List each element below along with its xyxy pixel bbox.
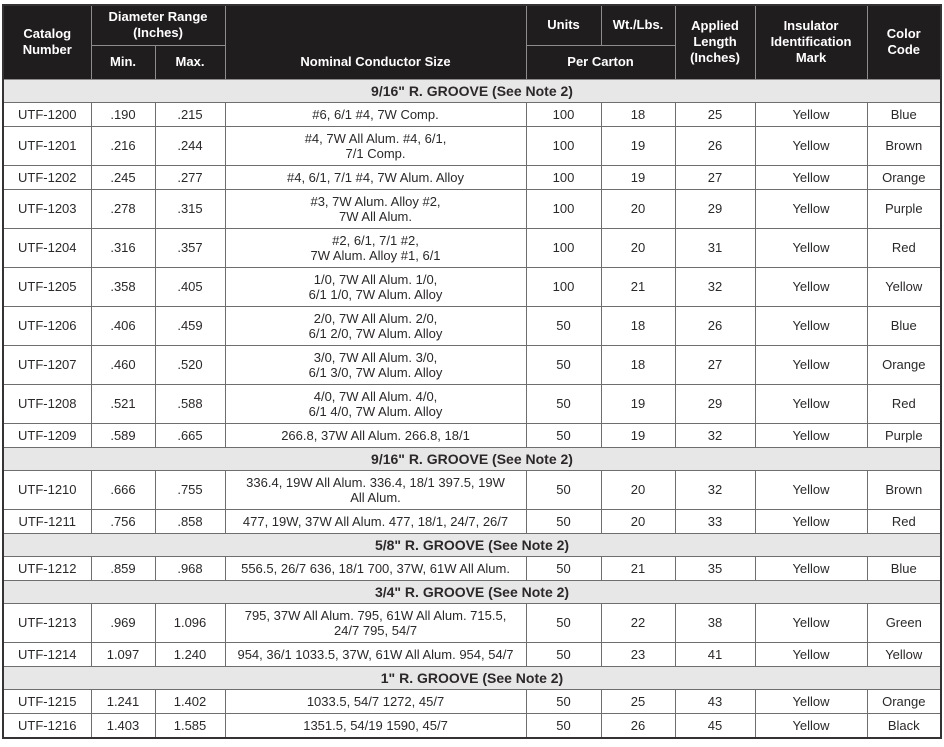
catalog-number-cell: UTF-1211: [3, 509, 91, 533]
color-code-cell: Purple: [867, 423, 941, 447]
header-diameter-range: Diameter Range (Inches): [91, 5, 225, 45]
applied-length-cell: 32: [675, 267, 755, 306]
header-nominal-conductor-size: Nominal Conductor Size: [225, 5, 526, 79]
applied-length-cell: 41: [675, 642, 755, 666]
header-applied-length: Applied Length (Inches): [675, 5, 755, 79]
section-header-row: [3, 666, 941, 689]
min-diameter-cell: .190: [91, 102, 155, 126]
conductor-size-cell: #3, 7W Alum. Alloy #2, 7W All Alum.: [225, 189, 526, 228]
insulator-mark-cell: Yellow: [755, 228, 867, 267]
color-code-cell: Blue: [867, 306, 941, 345]
units-per-carton-cell: 50: [526, 470, 601, 509]
section-title: 1" R. GROOVE (See Note 2): [3, 666, 941, 689]
catalog-number-cell: UTF-1207: [3, 345, 91, 384]
insulator-mark-cell: Yellow: [755, 603, 867, 642]
applied-length-cell: 27: [675, 165, 755, 189]
table-row: [3, 713, 941, 738]
applied-length-cell: 33: [675, 509, 755, 533]
header-color-code: Color Code: [867, 5, 941, 79]
insulator-mark-cell: Yellow: [755, 345, 867, 384]
applied-length-cell: 45: [675, 713, 755, 738]
color-code-cell: Orange: [867, 345, 941, 384]
conductor-size-cell: 1/0, 7W All Alum. 1/0, 6/1 1/0, 7W Alum. Alloy: [225, 267, 526, 306]
units-per-carton-cell: 50: [526, 509, 601, 533]
color-code-cell: Green: [867, 603, 941, 642]
applied-length-cell: 27: [675, 345, 755, 384]
color-code-cell: Black: [867, 713, 941, 738]
min-diameter-cell: 1.241: [91, 689, 155, 713]
max-diameter-cell: .357: [155, 228, 225, 267]
catalog-number-cell: UTF-1215: [3, 689, 91, 713]
min-diameter-cell: .316: [91, 228, 155, 267]
catalog-number-cell: UTF-1200: [3, 102, 91, 126]
weight-per-carton-cell: 23: [601, 642, 675, 666]
min-diameter-cell: .358: [91, 267, 155, 306]
min-diameter-cell: 1.097: [91, 642, 155, 666]
table-row: [3, 642, 941, 666]
weight-per-carton-cell: 20: [601, 509, 675, 533]
applied-length-cell: 38: [675, 603, 755, 642]
max-diameter-cell: .315: [155, 189, 225, 228]
catalog-number-cell: UTF-1204: [3, 228, 91, 267]
insulator-mark-cell: Yellow: [755, 509, 867, 533]
color-code-cell: Red: [867, 384, 941, 423]
applied-length-cell: 25: [675, 102, 755, 126]
conductor-size-cell: 3/0, 7W All Alum. 3/0, 6/1 3/0, 7W Alum. Alloy: [225, 345, 526, 384]
table-row: [3, 345, 941, 384]
max-diameter-cell: .459: [155, 306, 225, 345]
color-code-cell: Red: [867, 228, 941, 267]
section-title: 3/4" R. GROOVE (See Note 2): [3, 580, 941, 603]
conductor-size-cell: 1351.5, 54/19 1590, 45/7: [225, 713, 526, 738]
conductor-size-cell: 336.4, 19W All Alum. 336.4, 18/1 397.5, 19W All Alum.: [225, 470, 526, 509]
units-per-carton-cell: 50: [526, 556, 601, 580]
min-diameter-cell: .406: [91, 306, 155, 345]
applied-length-cell: 26: [675, 306, 755, 345]
conductor-size-cell: #6, 6/1 #4, 7W Comp.: [225, 102, 526, 126]
header-units: Units: [526, 5, 601, 45]
table-row: [3, 126, 941, 165]
applied-length-cell: 43: [675, 689, 755, 713]
conductor-size-cell: 266.8, 37W All Alum. 266.8, 18/1: [225, 423, 526, 447]
insulator-mark-cell: Yellow: [755, 689, 867, 713]
catalog-number-cell: UTF-1208: [3, 384, 91, 423]
table-row: [3, 423, 941, 447]
weight-per-carton-cell: 22: [601, 603, 675, 642]
weight-per-carton-cell: 20: [601, 228, 675, 267]
table-row: [3, 689, 941, 713]
conductor-size-cell: 477, 19W, 37W All Alum. 477, 18/1, 24/7, 26/7: [225, 509, 526, 533]
section-title: 5/8" R. GROOVE (See Note 2): [3, 533, 941, 556]
catalog-number-cell: UTF-1203: [3, 189, 91, 228]
min-diameter-cell: .278: [91, 189, 155, 228]
units-per-carton-cell: 100: [526, 267, 601, 306]
weight-per-carton-cell: 21: [601, 267, 675, 306]
catalog-number-cell: UTF-1206: [3, 306, 91, 345]
color-code-cell: Brown: [867, 470, 941, 509]
color-code-cell: Purple: [867, 189, 941, 228]
color-code-cell: Orange: [867, 689, 941, 713]
weight-per-carton-cell: 19: [601, 423, 675, 447]
max-diameter-cell: .588: [155, 384, 225, 423]
min-diameter-cell: .460: [91, 345, 155, 384]
units-per-carton-cell: 100: [526, 102, 601, 126]
units-per-carton-cell: 100: [526, 189, 601, 228]
header-per-carton: Per Carton: [526, 45, 675, 79]
catalog-number-cell: UTF-1212: [3, 556, 91, 580]
min-diameter-cell: .756: [91, 509, 155, 533]
section-header-row: [3, 447, 941, 470]
conductor-size-cell: 556.5, 26/7 636, 18/1 700, 37W, 61W All Alum.: [225, 556, 526, 580]
min-diameter-cell: .859: [91, 556, 155, 580]
max-diameter-cell: .244: [155, 126, 225, 165]
weight-per-carton-cell: 19: [601, 165, 675, 189]
table-row: [3, 306, 941, 345]
table-row: [3, 228, 941, 267]
table-row: [3, 189, 941, 228]
max-diameter-cell: 1.402: [155, 689, 225, 713]
max-diameter-cell: 1.585: [155, 713, 225, 738]
color-code-cell: Red: [867, 509, 941, 533]
weight-per-carton-cell: 19: [601, 126, 675, 165]
max-diameter-cell: .755: [155, 470, 225, 509]
max-diameter-cell: .858: [155, 509, 225, 533]
color-code-cell: Yellow: [867, 267, 941, 306]
color-code-cell: Blue: [867, 556, 941, 580]
insulator-mark-cell: Yellow: [755, 306, 867, 345]
section-header-row: [3, 79, 941, 102]
catalog-number-cell: UTF-1209: [3, 423, 91, 447]
min-diameter-cell: 1.403: [91, 713, 155, 738]
weight-per-carton-cell: 18: [601, 345, 675, 384]
insulator-mark-cell: Yellow: [755, 556, 867, 580]
insulator-mark-cell: Yellow: [755, 267, 867, 306]
weight-per-carton-cell: 26: [601, 713, 675, 738]
table-row: [3, 267, 941, 306]
table-row: [3, 384, 941, 423]
insulator-mark-cell: Yellow: [755, 642, 867, 666]
header-insulator-identification-mark: Insulator Identification Mark: [755, 5, 867, 79]
conductor-size-cell: 1033.5, 54/7 1272, 45/7: [225, 689, 526, 713]
catalog-number-cell: UTF-1201: [3, 126, 91, 165]
min-diameter-cell: .216: [91, 126, 155, 165]
units-per-carton-cell: 100: [526, 228, 601, 267]
section-title: 9/16" R. GROOVE (See Note 2): [3, 79, 941, 102]
min-diameter-cell: .245: [91, 165, 155, 189]
conductor-size-cell: 795, 37W All Alum. 795, 61W All Alum. 715.5, 24/7 795, 54/7: [225, 603, 526, 642]
header-wt-lbs: Wt./Lbs.: [601, 5, 675, 45]
units-per-carton-cell: 50: [526, 713, 601, 738]
applied-length-cell: 29: [675, 384, 755, 423]
weight-per-carton-cell: 25: [601, 689, 675, 713]
table-row: [3, 509, 941, 533]
weight-per-carton-cell: 19: [601, 384, 675, 423]
max-diameter-cell: .968: [155, 556, 225, 580]
applied-length-cell: 32: [675, 470, 755, 509]
units-per-carton-cell: 50: [526, 603, 601, 642]
weight-per-carton-cell: 18: [601, 306, 675, 345]
table-row: [3, 556, 941, 580]
applied-length-cell: 32: [675, 423, 755, 447]
color-code-cell: Orange: [867, 165, 941, 189]
units-per-carton-cell: 50: [526, 345, 601, 384]
table-row: [3, 102, 941, 126]
min-diameter-cell: .666: [91, 470, 155, 509]
table-row: [3, 165, 941, 189]
units-per-carton-cell: 50: [526, 384, 601, 423]
units-per-carton-cell: 100: [526, 126, 601, 165]
table-row: [3, 470, 941, 509]
color-code-cell: Yellow: [867, 642, 941, 666]
applied-length-cell: 31: [675, 228, 755, 267]
catalog-number-cell: UTF-1214: [3, 642, 91, 666]
insulator-mark-cell: Yellow: [755, 384, 867, 423]
header-catalog-number: Catalog Number: [3, 5, 91, 79]
applied-length-cell: 35: [675, 556, 755, 580]
applied-length-cell: 26: [675, 126, 755, 165]
weight-per-carton-cell: 20: [601, 470, 675, 509]
catalog-number-cell: UTF-1216: [3, 713, 91, 738]
insulator-mark-cell: Yellow: [755, 713, 867, 738]
max-diameter-cell: .405: [155, 267, 225, 306]
catalog-number-cell: UTF-1210: [3, 470, 91, 509]
insulator-mark-cell: Yellow: [755, 470, 867, 509]
conductor-size-cell: #4, 6/1, 7/1 #4, 7W Alum. Alloy: [225, 165, 526, 189]
header-max: Max.: [155, 45, 225, 79]
conductor-size-cell: 4/0, 7W All Alum. 4/0, 6/1 4/0, 7W Alum. Alloy: [225, 384, 526, 423]
conductor-size-cell: #4, 7W All Alum. #4, 6/1, 7/1 Comp.: [225, 126, 526, 165]
section-header-row: [3, 533, 941, 556]
min-diameter-cell: .521: [91, 384, 155, 423]
units-per-carton-cell: 50: [526, 306, 601, 345]
min-diameter-cell: .969: [91, 603, 155, 642]
insulator-mark-cell: Yellow: [755, 189, 867, 228]
conductor-size-cell: 954, 36/1 1033.5, 37W, 61W All Alum. 954, 54/7: [225, 642, 526, 666]
weight-per-carton-cell: 20: [601, 189, 675, 228]
max-diameter-cell: .665: [155, 423, 225, 447]
conductor-size-cell: #2, 6/1, 7/1 #2, 7W Alum. Alloy #1, 6/1: [225, 228, 526, 267]
max-diameter-cell: .520: [155, 345, 225, 384]
table-header: [3, 5, 941, 79]
header-min: Min.: [91, 45, 155, 79]
units-per-carton-cell: 50: [526, 642, 601, 666]
units-per-carton-cell: 50: [526, 423, 601, 447]
max-diameter-cell: .215: [155, 102, 225, 126]
insulator-mark-cell: Yellow: [755, 165, 867, 189]
max-diameter-cell: 1.240: [155, 642, 225, 666]
insulator-mark-cell: Yellow: [755, 102, 867, 126]
max-diameter-cell: .277: [155, 165, 225, 189]
units-per-carton-cell: 50: [526, 689, 601, 713]
catalog-number-cell: UTF-1205: [3, 267, 91, 306]
catalog-number-cell: UTF-1213: [3, 603, 91, 642]
weight-per-carton-cell: 18: [601, 102, 675, 126]
weight-per-carton-cell: 21: [601, 556, 675, 580]
section-title: 9/16" R. GROOVE (See Note 2): [3, 447, 941, 470]
table-body: [3, 79, 941, 738]
catalog-spec-table: [2, 4, 942, 739]
table-row: [3, 603, 941, 642]
units-per-carton-cell: 100: [526, 165, 601, 189]
color-code-cell: Blue: [867, 102, 941, 126]
conductor-size-cell: 2/0, 7W All Alum. 2/0, 6/1 2/0, 7W Alum. Alloy: [225, 306, 526, 345]
applied-length-cell: 29: [675, 189, 755, 228]
color-code-cell: Brown: [867, 126, 941, 165]
max-diameter-cell: 1.096: [155, 603, 225, 642]
insulator-mark-cell: Yellow: [755, 423, 867, 447]
min-diameter-cell: .589: [91, 423, 155, 447]
catalog-number-cell: UTF-1202: [3, 165, 91, 189]
section-header-row: [3, 580, 941, 603]
insulator-mark-cell: Yellow: [755, 126, 867, 165]
